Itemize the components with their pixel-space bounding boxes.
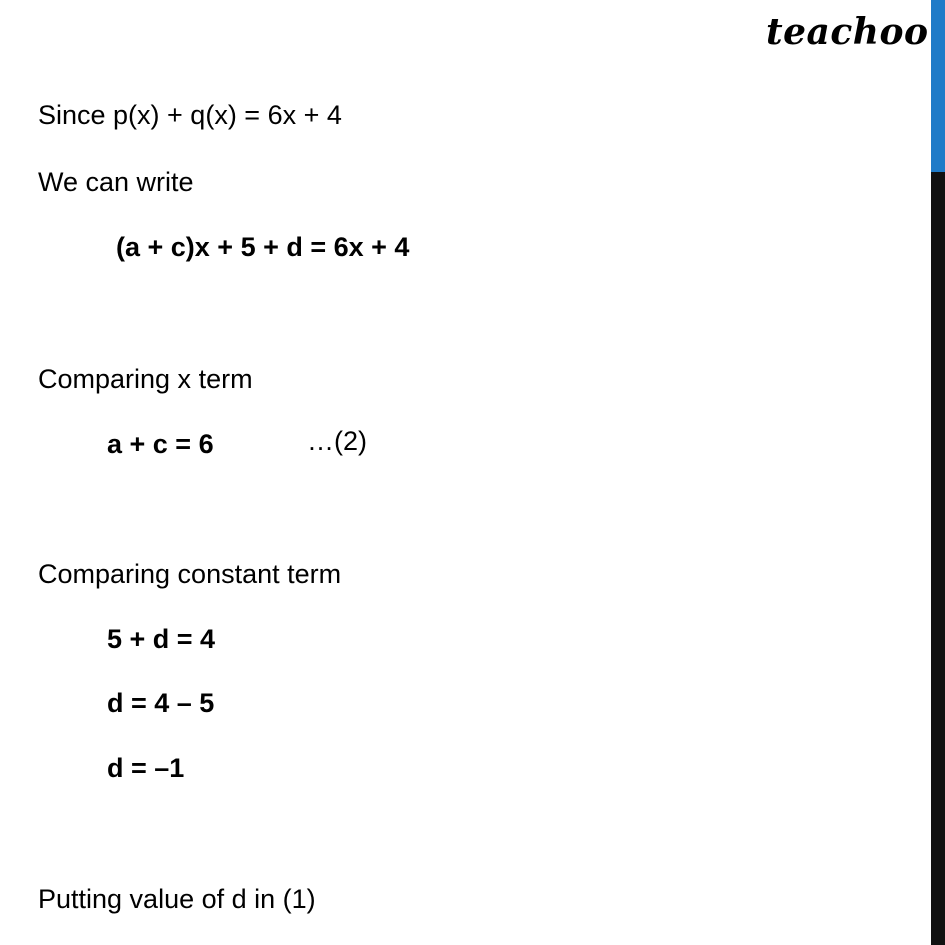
putting-value-of-d: Putting value of d in (1)	[38, 884, 316, 914]
equation-ref-2: …(2)	[307, 426, 367, 456]
equation-5-plus-d: 5 + d = 4	[107, 624, 216, 654]
equation-a-plus-c: a + c = 6	[107, 429, 214, 459]
equation-expanded: (a + c)x + 5 + d = 6x + 4	[116, 232, 410, 262]
comparing-x-term: Comparing x term	[38, 364, 253, 394]
side-bar-accent	[931, 0, 945, 172]
equation-d-minus: d = 4 – 5	[107, 688, 215, 718]
teachoo-logo: teachoo	[766, 11, 929, 53]
side-bar	[931, 0, 945, 945]
we-can-write: We can write	[38, 167, 194, 197]
comparing-constant-term: Comparing constant term	[38, 559, 342, 589]
equation-d-value: d = –1	[107, 753, 185, 783]
statement-sum: Since p(x) + q(x) = 6x + 4	[38, 100, 342, 130]
